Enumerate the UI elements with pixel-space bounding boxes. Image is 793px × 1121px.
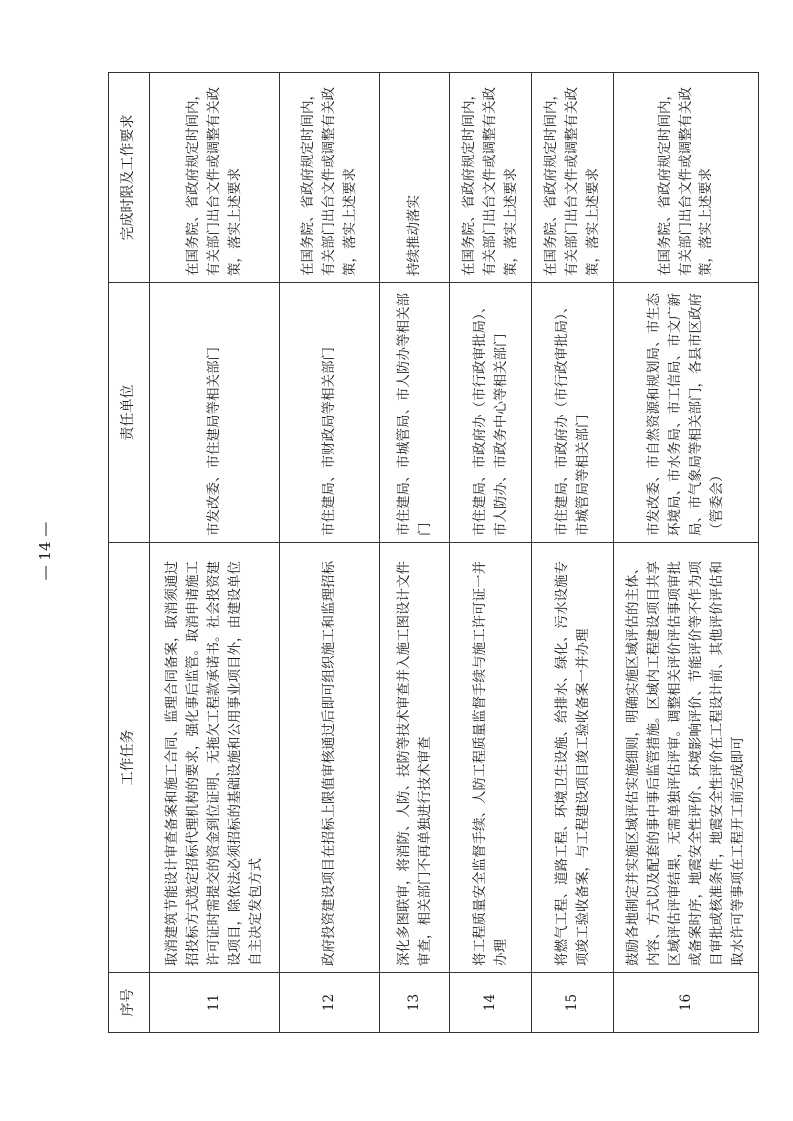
row-number: 16 bbox=[614, 973, 759, 1033]
row-number: 15 bbox=[532, 973, 614, 1033]
row-task: 鼓励各地制定并实施区域评估实施细则，明确实施区域评估的主体、内容、方式以及配套的事中事后监管措施。区域内工程建设项目共享区域评估评审结果，无需单独评估评审。调整相关评价评估事项审批或备案时序，地震安全性评价、环境影响评价、节能评价等不作为项目审批或核准条件，地震安全性评价在工程设计前、其他评价评估和取水许可等事项在工程开工前完成即可 bbox=[614, 543, 759, 973]
row-number: 12 bbox=[280, 973, 380, 1033]
task-table bbox=[108, 72, 759, 1033]
row-task: 深化多图联审，将消防、人防、技防等技术审查并入施工图设计文件审查，相关部门不再单独进行技术审查 bbox=[380, 543, 450, 973]
table-row bbox=[380, 73, 450, 1033]
row-task: 将燃气工程、道路工程、环境卫生设施、给排水、绿化、污水设施专项竣工验收备案，与工程建设项目竣工验收备案一并办理 bbox=[532, 543, 614, 973]
row-task: 将工程质量安全监督手续、人防工程质量监督手续与施工许可证一并办理 bbox=[450, 543, 532, 973]
row-requirement: 持续推动落实 bbox=[380, 73, 450, 283]
header-unit: 责任单位 bbox=[109, 283, 150, 543]
row-unit: 市发改委、市自然资源和规划局、市生态环境局、市水务局、市工信局、市文广新局、市气象局等相关部门，各县市区政府（管委会） bbox=[614, 283, 759, 543]
row-unit: 市住建局、市政府办（市行政审批局）、市人防办、市政务中心等相关部门 bbox=[450, 283, 532, 543]
row-number: 14 bbox=[450, 973, 532, 1033]
table-row bbox=[614, 73, 759, 1033]
row-requirement: 在国务院、省政府规定时间内，有关部门出台文件或调整有关政策，落实上述要求 bbox=[280, 73, 380, 283]
table-row bbox=[450, 73, 532, 1033]
row-requirement: 在国务院、省政府规定时间内，有关部门出台文件或调整有关政策，落实上述要求 bbox=[450, 73, 532, 283]
table-header-row bbox=[109, 73, 150, 1033]
header-no: 序号 bbox=[109, 973, 150, 1033]
header-requirement: 完成时限及工作要求 bbox=[109, 73, 150, 283]
row-number: 13 bbox=[380, 973, 450, 1033]
table-row bbox=[280, 73, 380, 1033]
row-task: 取消建筑节能设计审查备案和施工合同、监理合同备案，取消须通过招投标方式选定招标代理机构的要求，强化事后监管。取消申请施工许可证时需提交的资金到位证明、无拖欠工程款承诺书。社会投资建设项目，除依法必须招标的基础设施和公用事业项目外，由建设单位自主决定发包方式 bbox=[150, 543, 280, 973]
row-unit: 市住建局、市政府办（市行政审批局）、市城管局等相关部门 bbox=[532, 283, 614, 543]
page-number: — 14 — bbox=[36, 521, 54, 581]
row-unit: 市住建局、市城管局、市人防办等相关部门 bbox=[380, 283, 450, 543]
row-unit: 市住建局、市财政局等相关部门 bbox=[280, 283, 380, 543]
row-number: 11 bbox=[150, 973, 280, 1033]
row-unit: 市发改委、市住建局等相关部门 bbox=[150, 283, 280, 543]
row-requirement: 在国务院、省政府规定时间内，有关部门出台文件或调整有关政策，落实上述要求 bbox=[532, 73, 614, 283]
row-requirement: 在国务院、省政府规定时间内，有关部门出台文件或调整有关政策，落实上述要求 bbox=[150, 73, 280, 283]
table-row bbox=[532, 73, 614, 1033]
row-requirement: 在国务院、省政府规定时间内，有关部门出台文件或调整有关政策，落实上述要求 bbox=[614, 73, 759, 283]
header-task: 工作任务 bbox=[109, 543, 150, 973]
table-row bbox=[150, 73, 280, 1033]
row-task: 政府投资建设项目在招标上限值审核通过后即可组织施工和监理招标 bbox=[280, 543, 380, 973]
